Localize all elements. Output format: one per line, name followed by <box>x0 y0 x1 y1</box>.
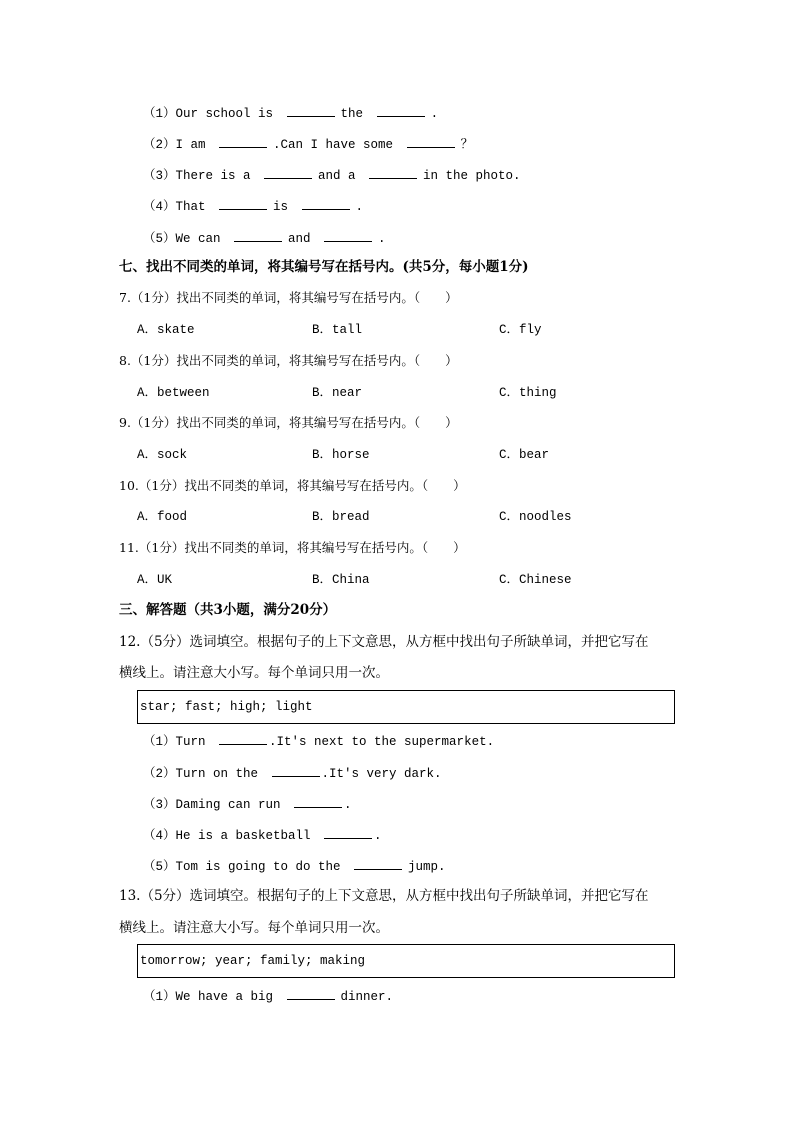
q7-stem: 7.（1分）找出不同类的单词，将其编号写在括号内。（ ） <box>119 290 458 305</box>
option-a[interactable]: A．UK <box>137 573 173 587</box>
text: .It's very dark. <box>321 767 442 781</box>
answer-blank[interactable] <box>264 166 312 179</box>
q11-stem: 11.（1分）找出不同类的单词，将其编号写在括号内。（ ） <box>119 540 466 555</box>
text: the <box>340 107 371 121</box>
text: . <box>344 798 352 812</box>
item-number: （1） <box>143 735 176 749</box>
answer-blank[interactable] <box>287 104 335 117</box>
answer-blank[interactable] <box>219 197 267 210</box>
answer-blank[interactable] <box>354 857 402 870</box>
text: Turn <box>175 735 214 749</box>
item-number: （4） <box>143 200 176 214</box>
answer-blank[interactable] <box>407 135 455 148</box>
option-c[interactable]: C．bear <box>499 448 550 462</box>
q12-stem-line-1: 12.（5分）选词填空。根据句子的上下文意思，从方框中找出句子所缺单词，并把它写在 <box>119 634 649 650</box>
item-number: （5） <box>143 232 176 246</box>
text: Tom is going to do the <box>175 860 349 874</box>
text: That <box>175 200 214 214</box>
text: Turn on the <box>175 767 266 781</box>
q6-item-1 <box>143 104 438 122</box>
item-number: （1） <box>143 990 176 1004</box>
q12-item-5 <box>143 857 446 875</box>
text: He is a basketball <box>175 829 319 843</box>
q6-item-4 <box>143 197 363 215</box>
text: is <box>273 200 296 214</box>
option-a[interactable]: A．skate <box>137 323 195 337</box>
option-b[interactable]: B．near <box>312 386 363 400</box>
q9-stem: 9.（1分）找出不同类的单词，将其编号写在括号内。（ ） <box>119 415 458 430</box>
answer-blank[interactable] <box>272 764 320 777</box>
answer-blank[interactable] <box>219 732 267 745</box>
text: jump. <box>408 860 446 874</box>
option-a[interactable]: A．food <box>137 510 188 524</box>
text: Our school is <box>175 107 281 121</box>
q13-stem-line-1: 13.（5分）选词填空。根据句子的上下文意思，从方框中找出句子所缺单词，并把它写在 <box>119 888 649 904</box>
q12-word-box <box>137 690 675 724</box>
text: and a <box>318 169 364 183</box>
text: dinner. <box>340 990 394 1004</box>
option-c[interactable]: C．noodles <box>499 510 572 524</box>
word-bank: star; fast; high; light <box>140 700 313 714</box>
text: Daming can run <box>175 798 289 812</box>
item-number: （2） <box>143 138 176 152</box>
answer-blank[interactable] <box>294 795 342 808</box>
section-3-heading: 三、解答题（共3小题，满分20分） <box>119 602 337 618</box>
answer-blank[interactable] <box>287 987 335 1000</box>
answer-blank[interactable] <box>324 229 372 242</box>
text: We can <box>175 232 229 246</box>
option-c[interactable]: C．fly <box>499 323 542 337</box>
item-number: （3） <box>143 798 176 812</box>
text: We have a big <box>175 990 281 1004</box>
option-c[interactable]: C．Chinese <box>499 573 572 587</box>
q8-stem: 8.（1分）找出不同类的单词，将其编号写在括号内。（ ） <box>119 353 458 368</box>
option-c[interactable]: C．thing <box>499 386 557 400</box>
option-b[interactable]: B．China <box>312 573 370 587</box>
text: I am <box>175 138 214 152</box>
text: . <box>430 107 439 121</box>
q13-stem-line-2: 横线上。请注意大小写。每个单词只用一次。 <box>119 920 389 936</box>
answer-blank[interactable] <box>219 135 267 148</box>
option-a[interactable]: A．sock <box>137 448 188 462</box>
item-number: （5） <box>143 860 176 874</box>
q6-item-2 <box>143 135 473 153</box>
item-number: （1） <box>143 107 176 121</box>
q12-item-2 <box>143 764 442 782</box>
text: ？ <box>460 138 474 152</box>
text: . <box>378 232 386 246</box>
q13-word-box <box>137 944 675 978</box>
answer-blank[interactable] <box>377 104 425 117</box>
q12-item-1 <box>143 732 494 750</box>
answer-blank[interactable] <box>324 826 372 839</box>
text: and <box>288 232 319 246</box>
q12-item-3 <box>143 795 352 813</box>
q10-stem: 10.（1分）找出不同类的单词，将其编号写在括号内。（ ） <box>119 478 466 493</box>
q13-item-1 <box>143 987 393 1005</box>
text: .It's next to the supermarket. <box>269 735 495 749</box>
item-number: （4） <box>143 829 176 843</box>
option-b[interactable]: B．bread <box>312 510 370 524</box>
option-b[interactable]: B．horse <box>312 448 370 462</box>
option-b[interactable]: B．tall <box>312 323 363 337</box>
answer-blank[interactable] <box>234 229 282 242</box>
option-a[interactable]: A．between <box>137 386 210 400</box>
q6-item-3 <box>143 166 521 184</box>
text: . <box>374 829 382 843</box>
item-number: （3） <box>143 169 176 183</box>
section-7-heading: 七、找出不同类的单词，将其编号写在括号内。(共5分，每小题1分) <box>119 259 529 275</box>
word-bank: tomorrow; year; family; making <box>140 954 366 968</box>
q6-item-5 <box>143 229 386 247</box>
text: . <box>355 200 364 214</box>
q12-item-4 <box>143 826 382 844</box>
text: .Can I have some <box>273 138 401 152</box>
answer-blank[interactable] <box>369 166 417 179</box>
text: in the photo. <box>423 169 521 183</box>
answer-blank[interactable] <box>302 197 350 210</box>
item-number: （2） <box>143 767 176 781</box>
text: There is a <box>175 169 259 183</box>
q12-stem-line-2: 横线上。请注意大小写。每个单词只用一次。 <box>119 665 389 681</box>
